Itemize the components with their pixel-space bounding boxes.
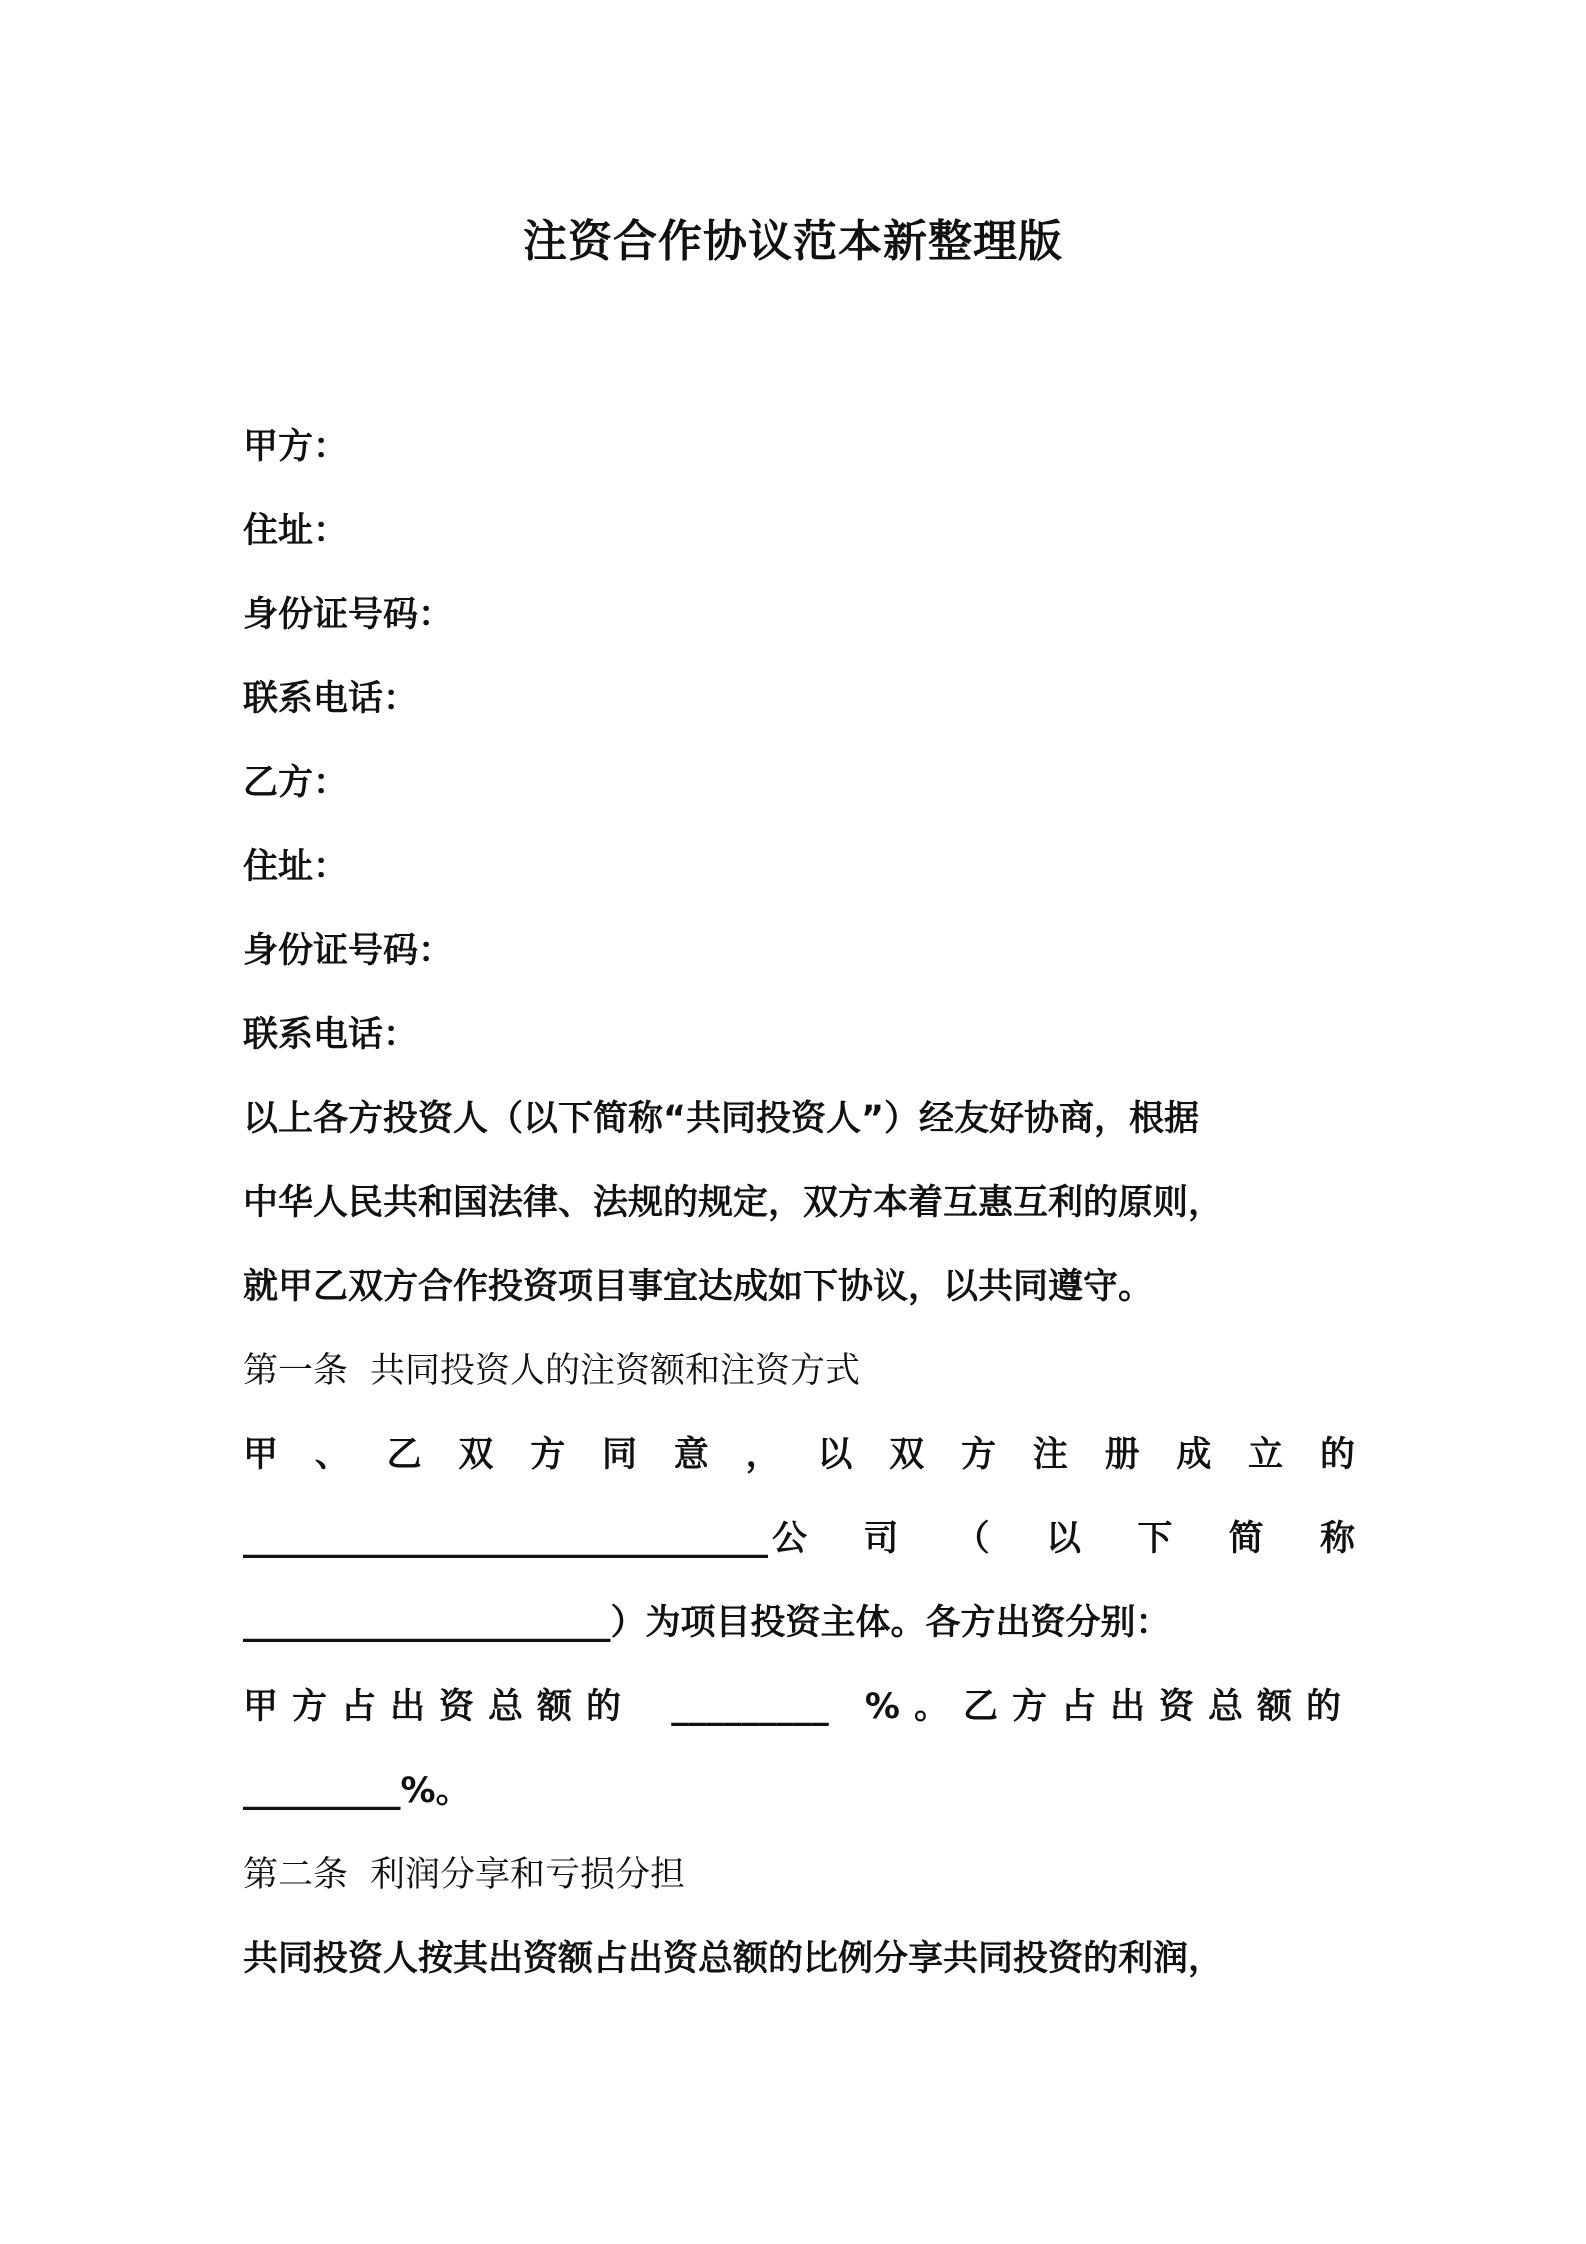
party-b-label: 乙方： bbox=[243, 763, 349, 803]
article-1-line-1: 甲、乙双方同意，以双方注册成立的 bbox=[243, 1435, 1355, 1475]
article-1-line-4-b: %。乙方占出资总额的 bbox=[864, 1687, 1355, 1727]
article-1-line-5 bbox=[243, 1749, 1355, 1833]
party-b-percent-blank: _________ bbox=[243, 1771, 401, 1811]
article-2-heading bbox=[243, 1833, 1355, 1917]
party-a-id-number: 身份证号码： bbox=[243, 595, 454, 635]
party-b-phone: 联系电话： bbox=[243, 1015, 419, 1055]
article-1-heading bbox=[243, 1329, 1355, 1413]
article-2-line-1: 共同投资人按其出资额占出资总额的比例分享共同投资的利润， bbox=[243, 1939, 1224, 1979]
preamble-line-3: 就甲乙双方合作投资项目事宜达成如下协议，以共同遵守。 bbox=[243, 1267, 1154, 1307]
article-1-line-4-a: 甲方占出资总额的 bbox=[243, 1687, 636, 1727]
document-body bbox=[243, 405, 1355, 2001]
article-2-number: 第二条 bbox=[243, 1855, 349, 1895]
article-1-number: 第一条 bbox=[243, 1351, 349, 1391]
article-1-line-3-text: ）为项目投资主体。各方出资分别： bbox=[610, 1603, 1171, 1643]
company-name-blank: ______________________________ bbox=[243, 1519, 768, 1559]
party-a-label: 甲方： bbox=[243, 427, 349, 467]
preamble-line-2: 中华人民共和国法律、法规的规定，双方本着互惠互利的原则， bbox=[243, 1183, 1224, 1223]
article-1-line-2-text: 公司（以下简称 bbox=[772, 1519, 1355, 1559]
short-name-blank: _____________________ bbox=[243, 1603, 611, 1643]
article-1-line-3 bbox=[243, 1581, 1355, 1665]
article-2-title: 利润分享和亏损分担 bbox=[370, 1855, 686, 1895]
party-a-percent-blank: _________ bbox=[671, 1687, 829, 1727]
article-1-title: 共同投资人的注资额和注资方式 bbox=[370, 1351, 861, 1391]
document-title: 注资合作协议范本新整理版 bbox=[523, 216, 1063, 267]
party-a-address: 住址： bbox=[243, 511, 349, 551]
preamble-line-1: 以上各方投资人（以下简称“共同投资人”）经友好协商，根据 bbox=[243, 1099, 1200, 1139]
article-1-line-2 bbox=[243, 1497, 1355, 1581]
party-a-phone: 联系电话： bbox=[243, 679, 419, 719]
article-1-line-4 bbox=[243, 1665, 1355, 1749]
article-1-line-5-text: %。 bbox=[400, 1771, 471, 1811]
party-b-address: 住址： bbox=[243, 847, 349, 887]
party-b-id-number: 身份证号码： bbox=[243, 931, 454, 971]
